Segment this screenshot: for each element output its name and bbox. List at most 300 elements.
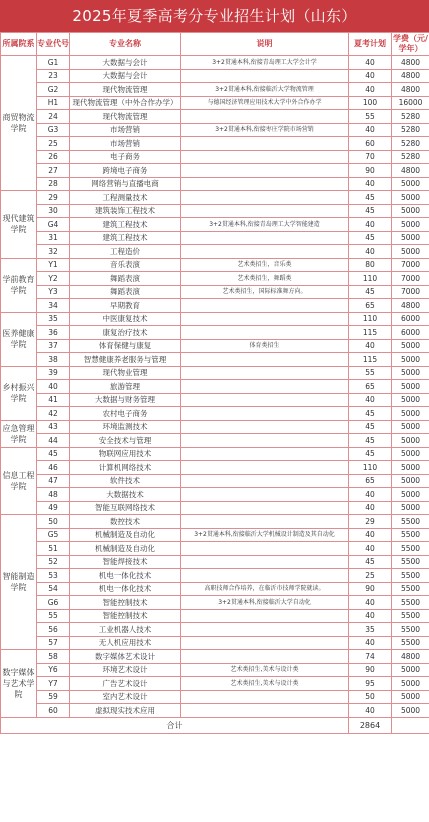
fee-cell: 5000 (392, 663, 429, 677)
plan-cell: 55 (349, 366, 392, 380)
table-row (1, 366, 429, 380)
code-cell: Y7 (37, 677, 70, 691)
plan-cell: 74 (349, 650, 392, 664)
fee-cell: 5000 (392, 353, 429, 367)
plan-cell: 110 (349, 461, 392, 475)
code-cell: 39 (37, 366, 70, 380)
table-row (1, 218, 429, 232)
fee-cell: 5000 (392, 474, 429, 488)
fee-cell: 5000 (392, 339, 429, 353)
note-cell (181, 204, 349, 218)
plan-cell: 29 (349, 515, 392, 529)
header-code: 专业代号 (37, 33, 70, 56)
code-cell: 56 (37, 623, 70, 637)
note-cell (181, 650, 349, 664)
fee-cell: 5280 (392, 123, 429, 137)
fee-cell: 6000 (392, 312, 429, 326)
major-cell: 体育保健与康复 (70, 339, 181, 353)
fee-cell: 5500 (392, 582, 429, 596)
table-row (1, 123, 429, 137)
fee-cell: 5500 (392, 569, 429, 583)
major-cell: 机电一体化技术 (70, 582, 181, 596)
note-cell (181, 555, 349, 569)
table-header-row (1, 33, 429, 56)
major-cell: 软件技术 (70, 474, 181, 488)
fee-cell: 4800 (392, 650, 429, 664)
note-cell (181, 393, 349, 407)
table-row (1, 137, 429, 151)
code-cell: 23 (37, 69, 70, 83)
major-cell: 康复治疗技术 (70, 326, 181, 340)
plan-cell: 40 (349, 218, 392, 232)
plan-cell: 45 (349, 231, 392, 245)
code-cell: 34 (37, 299, 70, 313)
total-label: 合计 (1, 717, 349, 733)
enrollment-table (0, 32, 429, 734)
table-row (1, 407, 429, 421)
major-cell: 中医康复技术 (70, 312, 181, 326)
fee-cell: 5000 (392, 501, 429, 515)
table-row (1, 569, 429, 583)
code-cell: 54 (37, 582, 70, 596)
fee-cell: 5500 (392, 528, 429, 542)
table-row (1, 542, 429, 556)
fee-cell: 5280 (392, 150, 429, 164)
major-cell: 物联网应用技术 (70, 447, 181, 461)
plan-cell: 45 (349, 285, 392, 299)
code-cell: 48 (37, 488, 70, 502)
plan-cell: 90 (349, 663, 392, 677)
note-cell: 艺术类招生,美术与设计类 (181, 677, 349, 691)
code-cell: Y1 (37, 258, 70, 272)
note-cell (181, 488, 349, 502)
major-cell: 市场营销 (70, 137, 181, 151)
code-cell: 59 (37, 690, 70, 704)
fee-cell: 16000 (392, 96, 429, 110)
dept-cell: 乡村振兴学院 (1, 366, 37, 420)
fee-cell: 5000 (392, 461, 429, 475)
table-row (1, 663, 429, 677)
major-cell: 数控技术 (70, 515, 181, 529)
fee-cell: 5500 (392, 515, 429, 529)
code-cell: 58 (37, 650, 70, 664)
table-row (1, 636, 429, 650)
note-cell: 3+2贯通本科,衔接临沂大学机械设计制造及其自动化 (181, 528, 349, 542)
fee-cell: 5500 (392, 596, 429, 610)
table-row (1, 96, 429, 110)
code-cell: 43 (37, 420, 70, 434)
major-cell: 机械制造及自动化 (70, 528, 181, 542)
note-cell (181, 150, 349, 164)
plan-cell: 115 (349, 326, 392, 340)
page-title: 2025年夏季高考分专业招生计划（山东） (0, 0, 429, 32)
major-cell: 大数据与会计 (70, 69, 181, 83)
major-cell: 早期教育 (70, 299, 181, 313)
fee-cell: 5000 (392, 420, 429, 434)
note-cell (181, 474, 349, 488)
fee-cell: 4800 (392, 164, 429, 178)
code-cell: G3 (37, 123, 70, 137)
major-cell: 跨境电子商务 (70, 164, 181, 178)
dept-cell: 商贸物流学院 (1, 56, 37, 191)
fee-cell: 5000 (392, 447, 429, 461)
note-cell: 体育类招生 (181, 339, 349, 353)
major-cell: 大数据与会计 (70, 56, 181, 70)
code-cell: 37 (37, 339, 70, 353)
major-cell: 智慧健康养老服务与管理 (70, 353, 181, 367)
major-cell: 现代物流管理（中外合作办学） (70, 96, 181, 110)
major-cell: 安全技术与管理 (70, 434, 181, 448)
table-row (1, 204, 429, 218)
major-cell: 工程测量技术 (70, 191, 181, 205)
table-row (1, 285, 429, 299)
major-cell: 环境艺术设计 (70, 663, 181, 677)
note-cell: 高职技师合作培养，在临沂市技师学院就读。 (181, 582, 349, 596)
note-cell: 艺术类招生，音乐类 (181, 258, 349, 272)
table-row (1, 447, 429, 461)
major-cell: 电子商务 (70, 150, 181, 164)
plan-cell: 115 (349, 353, 392, 367)
note-cell (181, 569, 349, 583)
code-cell: Y3 (37, 285, 70, 299)
code-cell: 29 (37, 191, 70, 205)
total-row (1, 717, 429, 733)
table-row (1, 164, 429, 178)
plan-cell: 40 (349, 596, 392, 610)
table-row (1, 353, 429, 367)
plan-cell: 50 (349, 690, 392, 704)
code-cell: 44 (37, 434, 70, 448)
table-row (1, 420, 429, 434)
note-cell: 艺术类招生，舞蹈类 (181, 272, 349, 286)
note-cell: 艺术类招生,美术与设计类 (181, 663, 349, 677)
header-plan: 夏考计划 (349, 33, 392, 56)
major-cell: 机电一体化技术 (70, 569, 181, 583)
table-row (1, 609, 429, 623)
code-cell: 46 (37, 461, 70, 475)
table-row (1, 245, 429, 259)
note-cell (181, 177, 349, 191)
dept-cell: 现代建筑学院 (1, 191, 37, 259)
note-cell (181, 299, 349, 313)
table-row (1, 434, 429, 448)
note-cell (181, 636, 349, 650)
code-cell: 55 (37, 609, 70, 623)
major-cell: 工程造价 (70, 245, 181, 259)
code-cell: 40 (37, 380, 70, 394)
table-row (1, 677, 429, 691)
plan-cell: 110 (349, 272, 392, 286)
major-cell: 计算机网络技术 (70, 461, 181, 475)
plan-cell: 70 (349, 150, 392, 164)
code-cell: 52 (37, 555, 70, 569)
table-row (1, 582, 429, 596)
plan-cell: 65 (349, 474, 392, 488)
total-empty (392, 717, 429, 733)
table-row (1, 299, 429, 313)
note-cell (181, 137, 349, 151)
code-cell: 24 (37, 110, 70, 124)
fee-cell: 5000 (392, 434, 429, 448)
table-row (1, 326, 429, 340)
note-cell (181, 690, 349, 704)
note-cell (181, 69, 349, 83)
code-cell: 27 (37, 164, 70, 178)
table-row (1, 258, 429, 272)
table-row (1, 501, 429, 515)
dept-cell: 数字媒体与艺术学院 (1, 650, 37, 718)
code-cell: 41 (37, 393, 70, 407)
total-value: 2864 (349, 717, 392, 733)
table-row (1, 272, 429, 286)
major-cell: 农村电子商务 (70, 407, 181, 421)
note-cell: 3+2贯通本科,衔接枣庄学院市场营销 (181, 123, 349, 137)
table-row (1, 650, 429, 664)
plan-cell: 45 (349, 191, 392, 205)
table-row (1, 461, 429, 475)
code-cell: 57 (37, 636, 70, 650)
table-row (1, 555, 429, 569)
code-cell: 31 (37, 231, 70, 245)
plan-cell: 40 (349, 83, 392, 97)
table-row (1, 690, 429, 704)
code-cell: Y2 (37, 272, 70, 286)
major-cell: 大数据技术 (70, 488, 181, 502)
fee-cell: 4800 (392, 69, 429, 83)
note-cell (181, 231, 349, 245)
table-row (1, 380, 429, 394)
plan-cell: 40 (349, 704, 392, 718)
plan-cell: 25 (349, 569, 392, 583)
note-cell (181, 110, 349, 124)
table-row (1, 623, 429, 637)
fee-cell: 5500 (392, 555, 429, 569)
note-cell: 3+2贯通本科,衔接青岛理工大学会计学 (181, 56, 349, 70)
major-cell: 广告艺术设计 (70, 677, 181, 691)
fee-cell: 5000 (392, 704, 429, 718)
note-cell (181, 164, 349, 178)
major-cell: 大数据与财务管理 (70, 393, 181, 407)
code-cell: G6 (37, 596, 70, 610)
major-cell: 数字媒体艺术设计 (70, 650, 181, 664)
major-cell: 网络营销与直播电商 (70, 177, 181, 191)
plan-cell: 80 (349, 258, 392, 272)
plan-cell: 40 (349, 123, 392, 137)
fee-cell: 5000 (392, 407, 429, 421)
code-cell: 51 (37, 542, 70, 556)
note-cell (181, 326, 349, 340)
plan-cell: 100 (349, 96, 392, 110)
note-cell (181, 380, 349, 394)
fee-cell: 5000 (392, 393, 429, 407)
fee-cell: 5000 (392, 380, 429, 394)
code-cell: 35 (37, 312, 70, 326)
major-cell: 虚拟现实技术应用 (70, 704, 181, 718)
note-cell: 3+2贯通本科,衔接临沂大学物流管理 (181, 83, 349, 97)
plan-cell: 60 (349, 137, 392, 151)
plan-cell: 65 (349, 380, 392, 394)
major-cell: 工业机器人技术 (70, 623, 181, 637)
major-cell: 机械制造及自动化 (70, 542, 181, 556)
dept-cell: 信息工程学院 (1, 447, 37, 515)
table-row (1, 110, 429, 124)
plan-cell: 40 (349, 56, 392, 70)
code-cell: 60 (37, 704, 70, 718)
code-cell: G2 (37, 83, 70, 97)
plan-cell: 40 (349, 245, 392, 259)
note-cell: 与德国经济管理应用技术大学中外合作办学 (181, 96, 349, 110)
note-cell: 艺术类招生，国际标准舞方向。 (181, 285, 349, 299)
table-row (1, 596, 429, 610)
major-cell: 旅游管理 (70, 380, 181, 394)
note-cell (181, 312, 349, 326)
header-major: 专业名称 (70, 33, 181, 56)
note-cell (181, 461, 349, 475)
major-cell: 现代物流管理 (70, 83, 181, 97)
code-cell: 28 (37, 177, 70, 191)
code-cell: 38 (37, 353, 70, 367)
code-cell: 26 (37, 150, 70, 164)
plan-cell: 40 (349, 609, 392, 623)
fee-cell: 5000 (392, 677, 429, 691)
fee-cell: 4800 (392, 83, 429, 97)
plan-cell: 45 (349, 447, 392, 461)
plan-cell: 90 (349, 164, 392, 178)
dept-cell: 智能制造学院 (1, 515, 37, 650)
code-cell: G4 (37, 218, 70, 232)
fee-cell: 5000 (392, 177, 429, 191)
note-cell (181, 704, 349, 718)
table-row (1, 474, 429, 488)
table-row (1, 69, 429, 83)
plan-cell: 40 (349, 69, 392, 83)
table-row (1, 393, 429, 407)
plan-cell: 40 (349, 542, 392, 556)
code-cell: 50 (37, 515, 70, 529)
code-cell: H1 (37, 96, 70, 110)
major-cell: 现代物流管理 (70, 110, 181, 124)
fee-cell: 5000 (392, 690, 429, 704)
table-row (1, 339, 429, 353)
plan-cell: 40 (349, 393, 392, 407)
note-cell (181, 407, 349, 421)
table-row (1, 312, 429, 326)
major-cell: 舞蹈表演 (70, 272, 181, 286)
plan-cell: 110 (349, 312, 392, 326)
note-cell (181, 542, 349, 556)
dept-cell: 医养健康学院 (1, 312, 37, 366)
major-cell: 建筑工程技术 (70, 231, 181, 245)
table-row (1, 191, 429, 205)
fee-cell: 5500 (392, 609, 429, 623)
fee-cell: 5000 (392, 191, 429, 205)
plan-cell: 90 (349, 582, 392, 596)
plan-cell: 45 (349, 555, 392, 569)
code-cell: G1 (37, 56, 70, 70)
note-cell (181, 353, 349, 367)
code-cell: 30 (37, 204, 70, 218)
major-cell: 智能控制技术 (70, 609, 181, 623)
major-cell: 智能控制技术 (70, 596, 181, 610)
table-row (1, 150, 429, 164)
table-row (1, 177, 429, 191)
major-cell: 舞蹈表演 (70, 285, 181, 299)
note-cell (181, 501, 349, 515)
fee-cell: 5280 (392, 110, 429, 124)
major-cell: 智能互联网络技术 (70, 501, 181, 515)
note-cell (181, 515, 349, 529)
code-cell: 32 (37, 245, 70, 259)
plan-cell: 40 (349, 339, 392, 353)
table-row (1, 515, 429, 529)
plan-cell: 40 (349, 488, 392, 502)
dept-cell: 应急管理学院 (1, 420, 37, 447)
fee-cell: 5000 (392, 218, 429, 232)
header-note: 说明 (181, 33, 349, 56)
major-cell: 现代物业管理 (70, 366, 181, 380)
note-cell (181, 447, 349, 461)
plan-cell: 45 (349, 434, 392, 448)
note-cell: 3+2贯通本科,衔接临沂大学自动化 (181, 596, 349, 610)
plan-cell: 40 (349, 528, 392, 542)
note-cell (181, 420, 349, 434)
fee-cell: 7000 (392, 258, 429, 272)
plan-cell: 35 (349, 623, 392, 637)
fee-cell: 6000 (392, 326, 429, 340)
fee-cell: 5000 (392, 231, 429, 245)
major-cell: 建筑工程技术 (70, 218, 181, 232)
plan-cell: 95 (349, 677, 392, 691)
code-cell: 53 (37, 569, 70, 583)
table-row (1, 83, 429, 97)
plan-cell: 45 (349, 420, 392, 434)
fee-cell: 4800 (392, 299, 429, 313)
plan-cell: 40 (349, 501, 392, 515)
fee-cell: 7000 (392, 285, 429, 299)
fee-cell: 5000 (392, 366, 429, 380)
fee-cell: 5000 (392, 488, 429, 502)
code-cell: 47 (37, 474, 70, 488)
note-cell: 3+2贯通本科,衔接青岛理工大学智能建造 (181, 218, 349, 232)
table-row (1, 56, 429, 70)
plan-cell: 45 (349, 407, 392, 421)
major-cell: 音乐表演 (70, 258, 181, 272)
note-cell (181, 245, 349, 259)
code-cell: 36 (37, 326, 70, 340)
code-cell: 42 (37, 407, 70, 421)
code-cell: 25 (37, 137, 70, 151)
note-cell (181, 609, 349, 623)
code-cell: G5 (37, 528, 70, 542)
code-cell: 49 (37, 501, 70, 515)
note-cell (181, 366, 349, 380)
table-row (1, 704, 429, 718)
fee-cell: 5280 (392, 137, 429, 151)
fee-cell: 5000 (392, 245, 429, 259)
fee-cell: 4800 (392, 56, 429, 70)
fee-cell: 5500 (392, 542, 429, 556)
major-cell: 建筑装饰工程技术 (70, 204, 181, 218)
code-cell: 45 (37, 447, 70, 461)
header-fee: 学费（元/学年） (392, 33, 429, 56)
major-cell: 无人机应用技术 (70, 636, 181, 650)
fee-cell: 5000 (392, 204, 429, 218)
fee-cell: 5500 (392, 623, 429, 637)
plan-cell: 40 (349, 177, 392, 191)
fee-cell: 5500 (392, 636, 429, 650)
table-row (1, 231, 429, 245)
table-body (1, 56, 429, 734)
